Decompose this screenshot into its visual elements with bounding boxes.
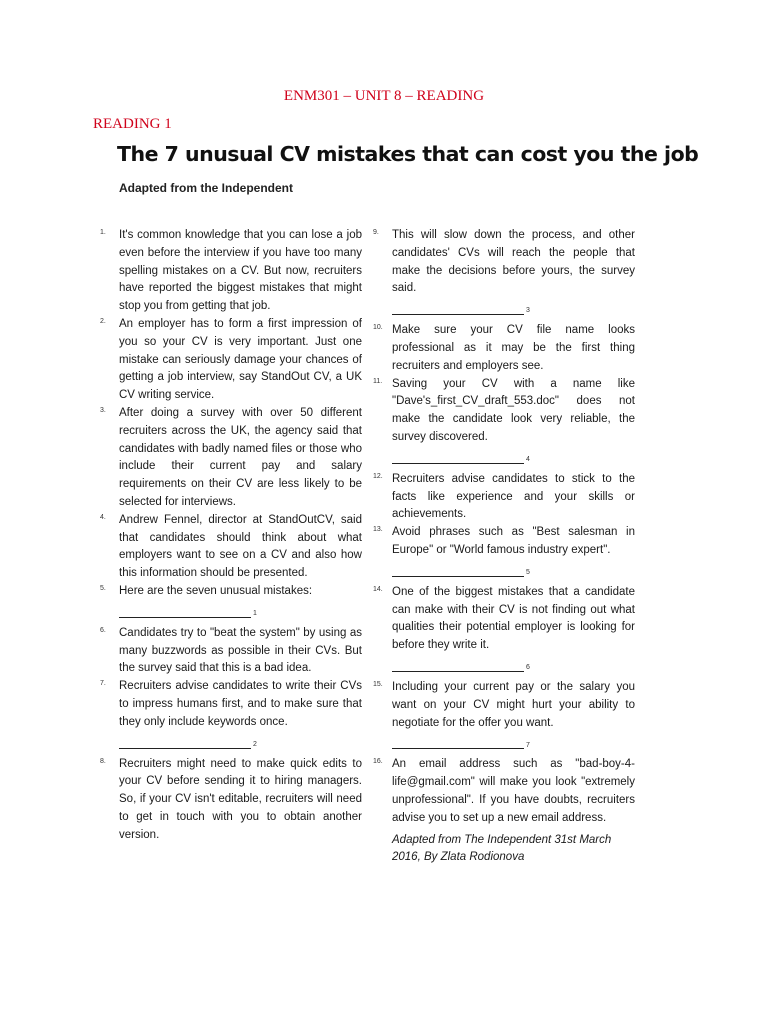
paragraph-text: Saving your CV with a name like "Dave's_first_CV_draft_553.doc" does not make the candidate look very reliable, the survey discovered. (392, 377, 635, 443)
paragraph (100, 512, 362, 583)
paragraph-number: 13. (373, 526, 383, 534)
paragraph-text: Candidates try to "beat the system" by using as many buzzwords as possible in their CVs. But the survey said that this is a bad idea. (119, 626, 362, 675)
paragraph-text: Recruiters advise candidates to stick to the facts like experience and your skills or achievements. (392, 472, 635, 521)
paragraph-number: 4. (100, 513, 106, 521)
answer-line[interactable] (119, 748, 251, 749)
paragraph-text: Recruiters advise candidates to write their CVs to impress humans first, and to make sure that they only include keywords once. (119, 680, 362, 728)
answer-gap[interactable] (373, 655, 635, 679)
paragraph-number: 15. (373, 680, 383, 688)
paragraph-text: It's common knowledge that you can lose a job even before the interview if you have too many spelling mistakes on a CV. But now, recruiters have reported the biggest mistakes that might stop you from getting that job. (119, 229, 362, 313)
paragraph-number: 12. (373, 472, 383, 480)
paragraph-text: This will slow down the process, and other candidates' CVs will reach the people that make the decisions before yours, the survey said. (392, 229, 635, 295)
paragraph (373, 524, 635, 560)
answer-gap[interactable] (100, 601, 362, 625)
paragraph-number: 7. (100, 680, 106, 688)
paragraph (373, 584, 635, 655)
document-header: ENM301 – UNIT 8 – READING (283, 88, 485, 104)
gap-number: 5 (526, 568, 530, 576)
paragraph-number: 5. (100, 584, 106, 592)
paragraph-number: 1. (100, 229, 106, 236)
answer-gap[interactable] (373, 447, 635, 471)
paragraph (373, 227, 635, 298)
gap-number: 2 (253, 740, 257, 748)
paragraph-number: 10. (373, 324, 383, 332)
answer-line[interactable] (392, 314, 524, 315)
article-title: The 7 unusual CV mistakes that can cost you the job (117, 142, 699, 166)
paragraph (100, 227, 362, 316)
paragraph-number: 2. (100, 317, 106, 325)
paragraph-number: 3. (100, 406, 106, 414)
paragraph-text: Here are the seven unusual mistakes: (119, 584, 313, 597)
source-credit: Adapted from The Independent 31st March 2016, By Zlata Rodionova (392, 833, 612, 864)
paragraph (100, 756, 362, 845)
paragraph-text: An email address such as "bad-boy-4-life@gmail.com" will make you look "extremely unprofessional". If you have doubts, recruiters advise you to set up a new email address. (392, 758, 635, 824)
gap-number: 7 (526, 741, 530, 749)
answer-line[interactable] (392, 576, 524, 577)
paragraph-number: 6. (100, 626, 106, 634)
answer-line[interactable] (392, 671, 524, 672)
paragraph-text: After doing a survey with over 50 different recruiters across the UK, the agency said that candidates with badly named files or those who include their current pay and salary requirements on their CV are less likely to be selected for interviews. (119, 406, 362, 508)
paragraph-number: 16. (373, 758, 383, 766)
paragraph (100, 583, 362, 601)
answer-gap[interactable] (373, 560, 635, 584)
paragraph (373, 756, 635, 827)
paragraph-number: 9. (373, 229, 379, 236)
answer-gap[interactable] (373, 732, 635, 756)
paragraph (100, 625, 362, 678)
answer-line[interactable] (392, 463, 524, 464)
gap-number: 4 (526, 455, 530, 463)
paragraph-text: Avoid phrases such as "Best salesman in Europe" or "World famous industry expert". (392, 526, 635, 556)
reading-label: READING 1 (93, 116, 172, 132)
right-column (373, 227, 635, 867)
paragraph-text: Recruiters might need to make quick edits to your CV before sending it to hiring managers. So, if your CV isn't editable, recruiters will need to get in touch with you to obtain another version. (119, 757, 362, 841)
gap-number: 6 (526, 664, 530, 672)
paragraph-text: An employer has to form a first impression of you so your CV is very important. Just one mistake can seriously damage your chances of getting a job interview, say StandOut CV, a UK CV writing service. (119, 317, 362, 402)
paragraph-text: One of the biggest mistakes that a candidate can make with their CV is not finding out what qualities their potential employer is looking for before they write it. (392, 585, 635, 652)
paragraph (373, 471, 635, 524)
paragraph (100, 678, 362, 731)
paragraph-number: 11. (373, 377, 383, 385)
gap-number: 1 (253, 609, 257, 617)
paragraph-text: Including your current pay or the salary you want on your CV might hurt your ability to negotiate for the offer you want. (392, 680, 635, 729)
gap-number: 3 (526, 307, 530, 315)
paragraph-text: Andrew Fennel, director at StandOutCV, said that candidates should think about what employers want to see on a CV and also how this information should be presented. (119, 513, 362, 580)
paragraph (373, 322, 635, 375)
paragraph-text: Make sure your CV file name looks professional as it may be the first thing recruiters and employers see. (392, 324, 635, 372)
answer-line[interactable] (392, 748, 524, 749)
answer-line[interactable] (119, 617, 251, 618)
paragraph-number: 14. (373, 585, 383, 593)
paragraph (373, 376, 635, 447)
paragraph (100, 405, 362, 512)
paragraph (100, 316, 362, 405)
left-column (100, 227, 362, 845)
paragraph (373, 679, 635, 732)
answer-gap[interactable] (100, 732, 362, 756)
article-subtitle: Adapted from the Independent (119, 181, 293, 195)
paragraph-number: 8. (100, 757, 106, 765)
answer-gap[interactable] (373, 298, 635, 322)
